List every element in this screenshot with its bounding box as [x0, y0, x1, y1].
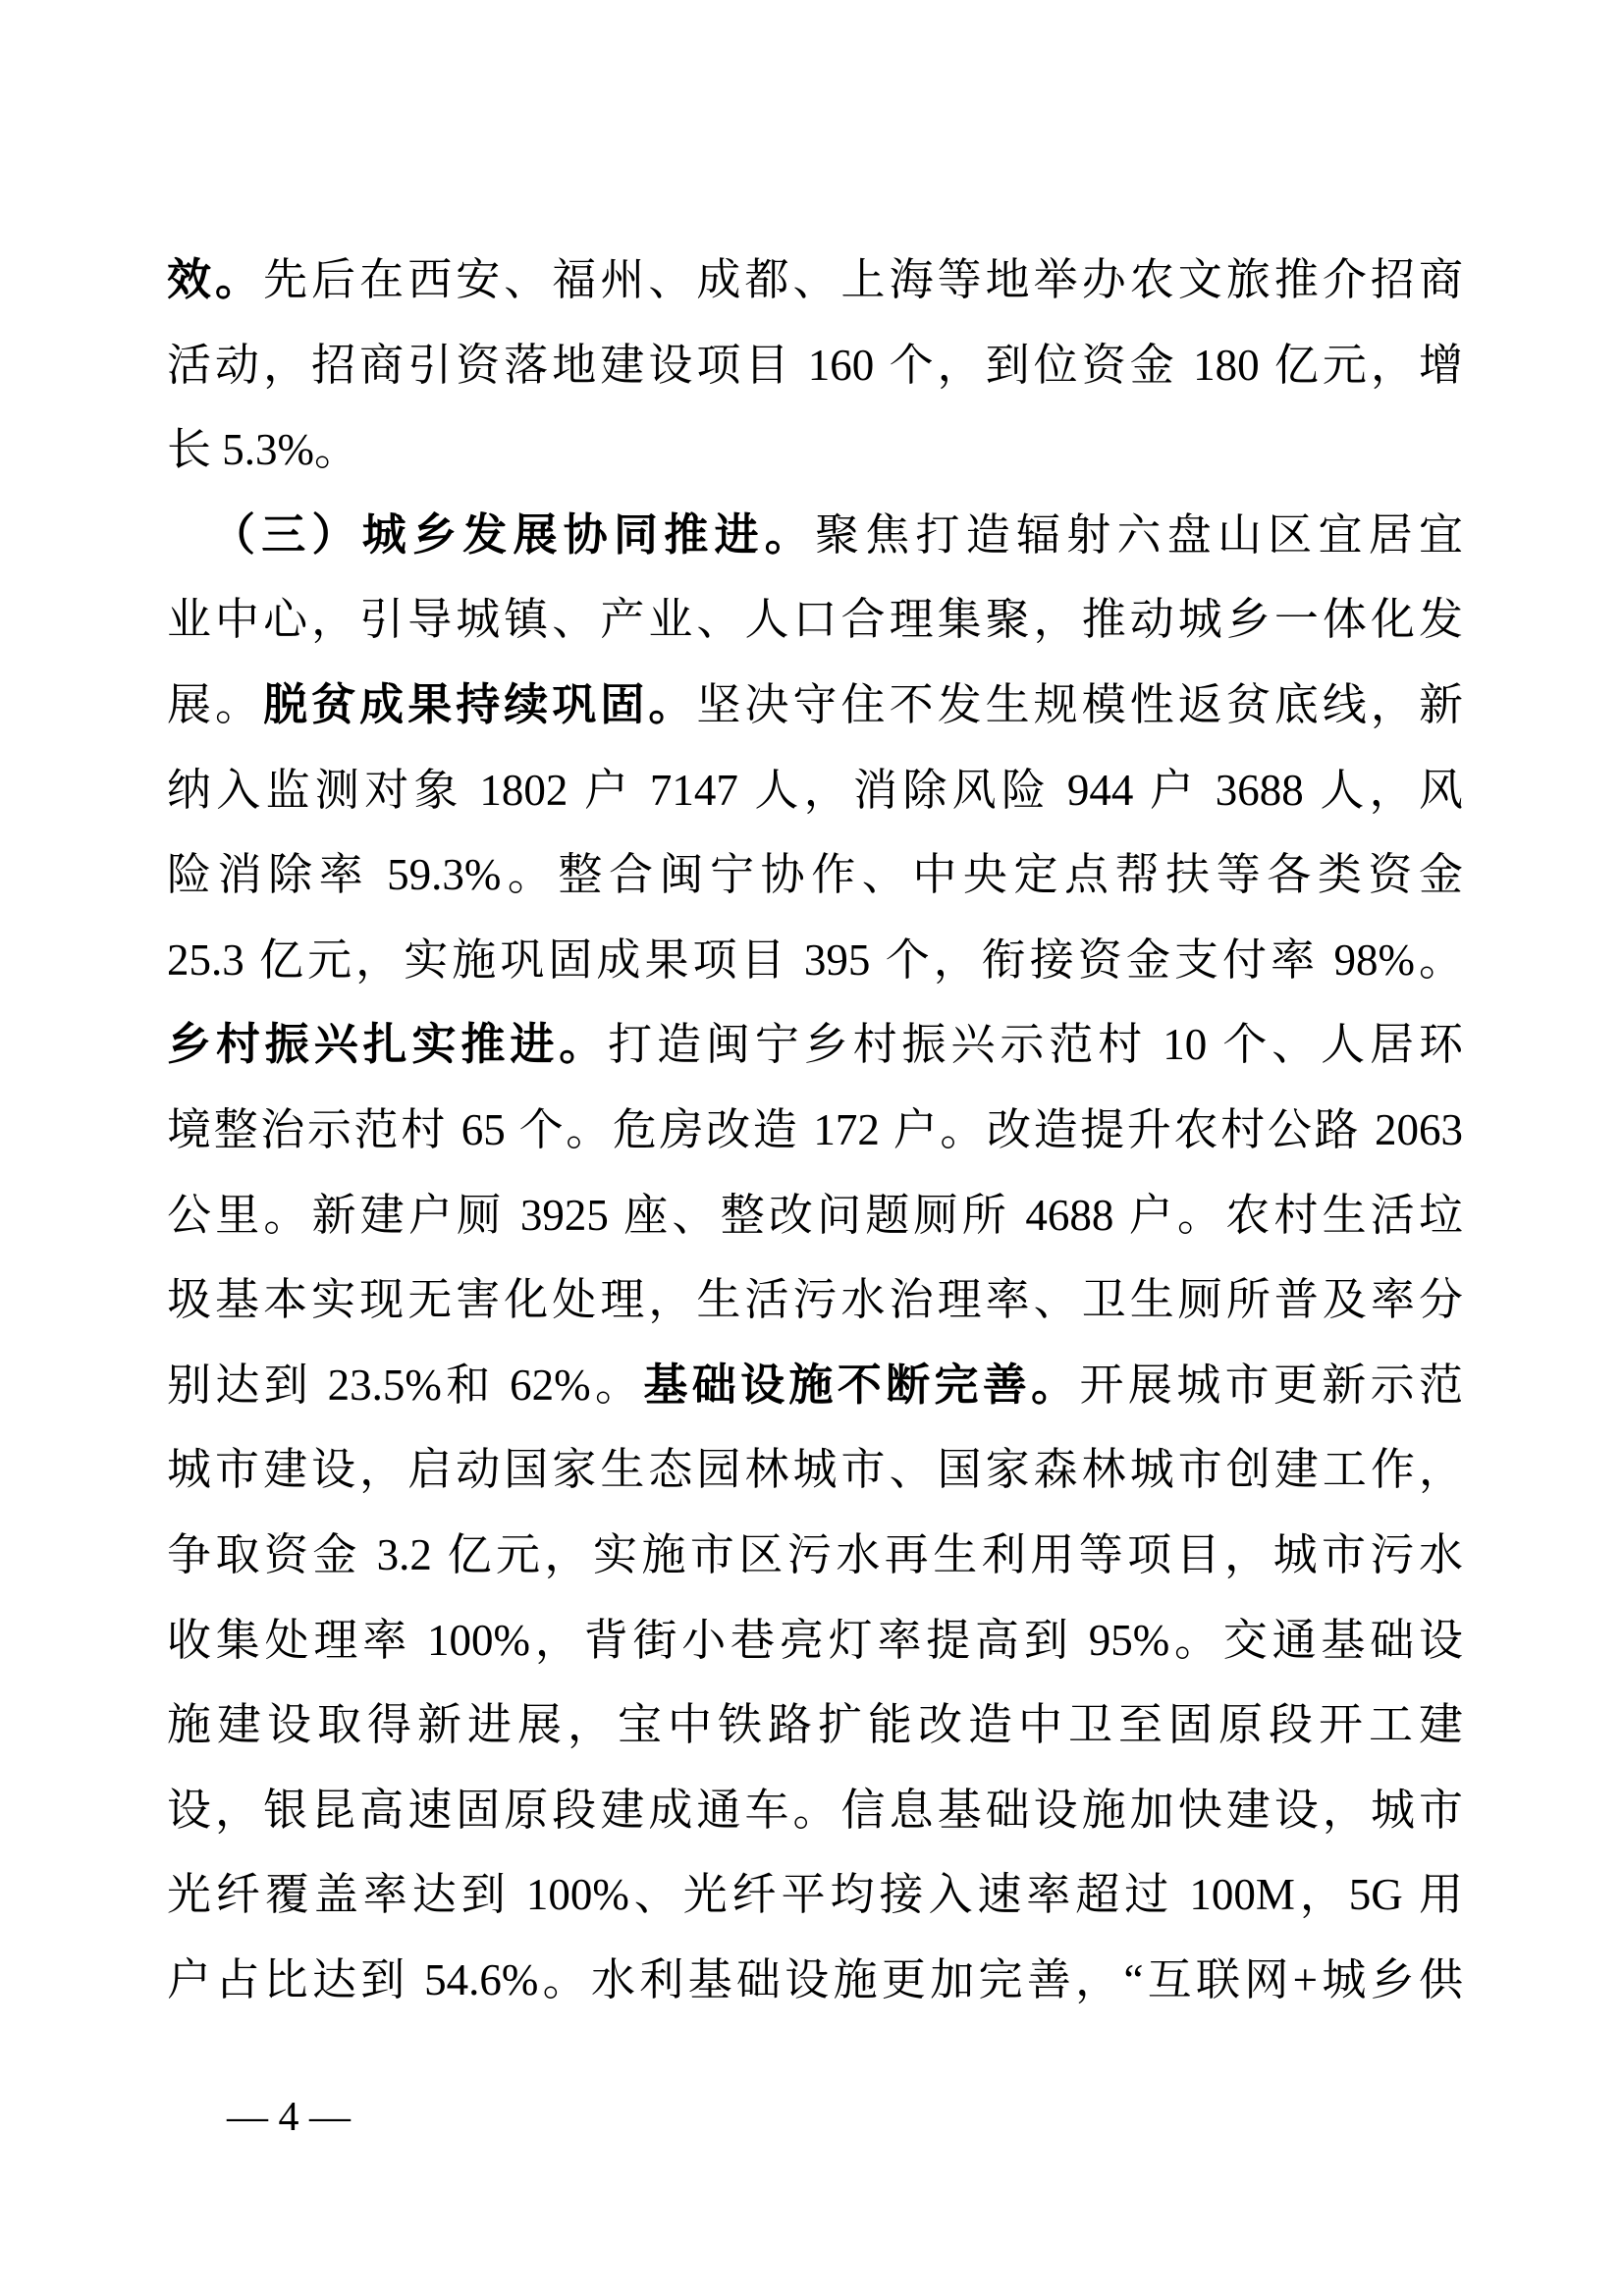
- body-text-segment: 打造闽宁乡村振兴示范村 10 个、人居环: [608, 1020, 1463, 1070]
- text-line: [167, 832, 1463, 918]
- text-line: [167, 748, 1463, 833]
- text-line: [167, 1427, 1463, 1513]
- text-line: [167, 577, 1463, 663]
- text-line: [167, 1088, 1463, 1173]
- body-text-segment: 活动，招商引资落地建设项目 160 个，到位资金 180 亿元，增: [167, 340, 1463, 390]
- body-text-segment: 收集处理率 100%，背街小巷亮灯率提高到 95%。交通基础设: [167, 1615, 1463, 1665]
- body-text-segment: 开展城市更新示范: [1079, 1360, 1463, 1410]
- body-text-segment: 25.3 亿元，实施巩固成果项目 395 个，衔接资金支付率 98%。: [167, 934, 1463, 985]
- text-line: [167, 1852, 1463, 1938]
- text-line: [167, 1002, 1463, 1088]
- body-text-segment: 城市建设，启动国家生态园林城市、国家森林城市创建工作，: [167, 1445, 1463, 1495]
- text-line: [167, 1343, 1463, 1428]
- text-line: [167, 323, 1463, 408]
- body-text-segment: 纳入监测对象 1802 户 7147 人，消除风险 944 户 3688 人，风: [167, 765, 1463, 815]
- body-text-segment: 设，银昆高速固原段建成通车。信息基础设施加快建设，城市: [167, 1785, 1463, 1835]
- body-text-segment: 聚焦打造辐射六盘山区宜居宜: [815, 509, 1463, 560]
- emphasis-text-segment: 效。: [167, 254, 264, 304]
- body-text-segment: 户占比达到 54.6%。水利基础设施更加完善，“互联网+城乡供: [167, 1954, 1463, 2004]
- body-text-segment: 险消除率 59.3%。整合闽宁协作、中央定点帮扶等各类资金: [167, 850, 1463, 900]
- body-text-segment: 圾基本实现无害化处理，生活污水治理率、卫生厕所普及率分: [167, 1275, 1463, 1325]
- text-line: [167, 493, 1463, 578]
- text-line: [167, 918, 1463, 1003]
- body-text-segment: 施建设取得新进展，宝中铁路扩能改造中卫至固原段开工建: [167, 1700, 1463, 1750]
- text-line: [167, 1598, 1463, 1683]
- text-line: [167, 1257, 1463, 1343]
- body-text-segment: 境整治示范村 65 个。危房改造 172 户。改造提升农村公路 2063: [167, 1104, 1463, 1154]
- text-line: [167, 1682, 1463, 1768]
- text-line: [167, 238, 1463, 323]
- body-text-segment: 展。: [167, 679, 264, 729]
- text-line: [167, 1173, 1463, 1258]
- emphasis-text-segment: 基础设施不断完善。: [643, 1359, 1080, 1410]
- body-text-segment: 业中心，引导城镇、产业、人口合理集聚，推动城乡一体化发: [167, 595, 1463, 645]
- body-text-segment: 坚决守住不发生规模性返贫底线，新: [696, 679, 1463, 729]
- heading-text-segment: （三）城乡发展协同推进。: [211, 509, 815, 560]
- text-line: [167, 663, 1463, 748]
- document-body: [167, 238, 1463, 2022]
- text-line: [167, 1768, 1463, 1853]
- body-text-segment: 争取资金 3.2 亿元，实施市区污水再生利用等项目，城市污水: [167, 1529, 1463, 1579]
- body-text-segment: 长 5.3%。: [167, 425, 358, 475]
- text-line: [167, 407, 1463, 493]
- body-text-segment: 别达到 23.5%和 62%。: [167, 1360, 644, 1410]
- text-line: [167, 1513, 1463, 1598]
- emphasis-text-segment: 乡村振兴扎实推进。: [167, 1019, 609, 1070]
- emphasis-text-segment: 脱贫成果持续巩固。: [263, 678, 697, 729]
- body-text-segment: 公里。新建户厕 3925 座、整改问题厕所 4688 户。农村生活垃: [167, 1190, 1463, 1240]
- text-line: [167, 1938, 1463, 2023]
- body-text-segment: 先后在西安、福州、成都、上海等地举办农文旅推介招商: [263, 255, 1463, 304]
- body-text-segment: 光纤覆盖率达到 100%、光纤平均接入速率超过 100M，5G 用: [167, 1870, 1463, 1920]
- page-number: — 4 —: [227, 2095, 351, 2140]
